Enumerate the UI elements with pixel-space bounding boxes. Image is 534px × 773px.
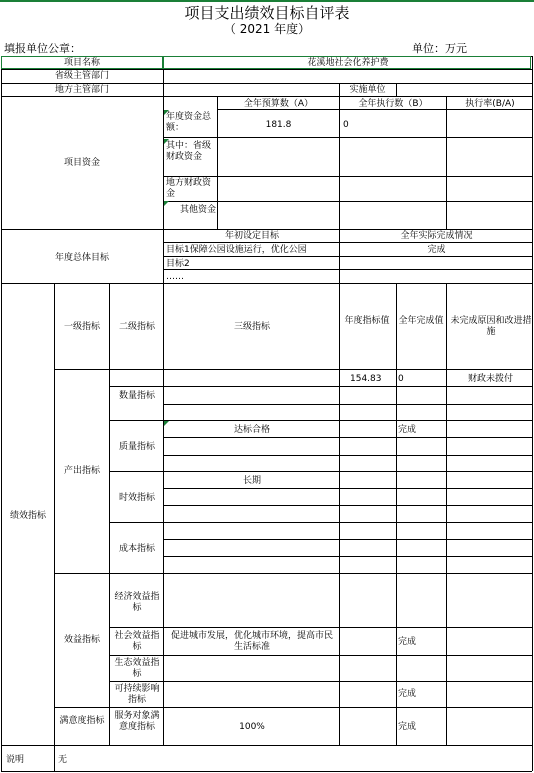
cell-marker — [164, 421, 169, 426]
grid-line — [396, 283, 397, 745]
col-level2: 二级指标 — [118, 322, 155, 332]
grid-line — [163, 455, 532, 456]
cell-marker — [164, 110, 169, 115]
grid-line — [163, 269, 532, 270]
total-executed-value: 0 — [343, 120, 349, 130]
quality-l3: 达标合格 — [233, 425, 270, 435]
grid-line — [54, 369, 532, 370]
perf-label: 绩效指标 — [9, 511, 46, 521]
grid-line — [163, 137, 532, 138]
grid-line — [1, 69, 532, 70]
service-label: 服务对象满意度指标 — [114, 711, 160, 732]
project-name-value: 花溪地社会化养护费 — [307, 58, 389, 68]
grid-line — [163, 256, 532, 257]
grid-line — [54, 745, 55, 771]
form-year: （ 2021 年度） — [223, 22, 311, 36]
province-dept-label: 省级主管部门 — [54, 71, 109, 81]
cell-marker — [164, 201, 169, 206]
service-done: 完成 — [398, 722, 417, 732]
total-funds-label: 年度资金总额： — [166, 112, 212, 133]
timeliness-l3: 长期 — [242, 476, 261, 486]
grid-line — [109, 627, 532, 628]
grid-line — [1, 283, 532, 284]
quantity-target: 154.83 — [350, 374, 382, 384]
funds-label: 项目资金 — [63, 158, 100, 168]
grid-line — [217, 96, 218, 229]
grid-line — [446, 283, 447, 745]
grid-line — [54, 707, 532, 708]
social-l3: 促进城市发展，优化城市环境，提高市民生活标准 — [170, 631, 333, 652]
sustain-label: 可持续影响指标 — [114, 684, 160, 705]
service-l3: 100% — [239, 722, 265, 732]
grid-line — [163, 56, 164, 283]
other-funds-label: 其他资金 — [179, 205, 216, 215]
cost-label: 成本指标 — [118, 544, 155, 554]
grid-line — [163, 505, 532, 506]
grid-line — [1, 771, 532, 772]
cell-marker — [164, 139, 169, 144]
grid-line — [163, 539, 532, 540]
grid-line — [532, 56, 533, 771]
satisfaction-label: 满意度指标 — [59, 716, 105, 726]
grid-line — [446, 96, 447, 229]
grid-line — [163, 242, 532, 243]
grid-line — [109, 655, 532, 656]
col-budget: 全年预算数（A） — [243, 99, 314, 109]
col-rate: 执行率(B/A) — [465, 99, 515, 109]
col-done: 全年完成值 — [398, 316, 444, 326]
form-title: 项目支出绩效目标自评表 — [184, 4, 350, 22]
eco-label: 生态效益指标 — [114, 658, 160, 679]
grid-line — [1, 96, 532, 97]
grid-line — [163, 437, 532, 438]
grid-line — [54, 283, 55, 745]
grid-line — [163, 201, 532, 202]
economic-label: 经济效益指标 — [114, 592, 160, 613]
grid-line — [339, 96, 340, 229]
reporting-unit-label: 填报单位公章： — [4, 42, 81, 55]
grid-line — [163, 176, 532, 177]
project-name-label: 项目名称 — [63, 58, 100, 68]
col-reason: 未完成原因和改进措施 — [450, 316, 532, 337]
grid-line — [109, 283, 110, 745]
social-done: 完成 — [398, 637, 417, 647]
grid-line — [163, 488, 532, 489]
total-budget-value: 181.8 — [265, 120, 292, 130]
quality-done: 完成 — [398, 425, 417, 435]
province-funds-label: 其中：省级财政资金 — [166, 141, 212, 162]
social-label: 社会效益指标 — [114, 631, 160, 652]
local-dept-label: 地方主管部门 — [54, 85, 109, 95]
grid-line — [1, 745, 532, 746]
output-label: 产出指标 — [63, 466, 100, 476]
col-actual-result: 全年实际完成情况 — [400, 231, 473, 241]
goal-ellipsis: …… — [166, 272, 184, 282]
note-value: 无 — [58, 755, 68, 765]
grid-line — [109, 386, 532, 387]
goal2-text: 目标2 — [166, 259, 190, 269]
quality-label: 质量指标 — [118, 442, 155, 452]
grid-line — [1, 83, 532, 84]
timeliness-label: 时效指标 — [118, 493, 155, 503]
grid-line — [163, 556, 532, 557]
quantity-reason: 财政未拨付 — [467, 374, 513, 384]
grid-line — [109, 681, 532, 682]
note-label: 说明 — [6, 755, 25, 765]
grid-line — [109, 522, 532, 523]
grid-line — [339, 283, 340, 745]
grid-line — [163, 283, 164, 745]
quantity-label: 数量指标 — [118, 391, 155, 401]
quantity-done: 0 — [398, 374, 404, 384]
local-funds-label: 地方财政资金 — [166, 178, 212, 199]
selection-top-border — [0, 0, 534, 2]
col-level1: 一级指标 — [63, 322, 100, 332]
goal1-text: 目标1保障公园设施运行，优化公园 — [166, 245, 307, 255]
grid-line — [163, 404, 532, 405]
grid-line — [1, 229, 532, 230]
impl-unit-label: 实施单位 — [349, 85, 386, 95]
effect-label: 效益指标 — [63, 635, 100, 645]
col-target: 年度指标值 — [344, 316, 390, 326]
col-level3: 三级指标 — [233, 322, 270, 332]
grid-line — [396, 83, 397, 96]
money-unit-label: 单位：万元 — [412, 42, 467, 55]
col-executed: 全年执行数（B） — [358, 99, 428, 109]
grid-line — [54, 573, 532, 574]
col-initial-goal: 年初设定目标 — [224, 231, 279, 241]
sustain-done: 完成 — [398, 689, 417, 699]
grid-line — [109, 471, 532, 472]
grid-line — [109, 420, 532, 421]
goal1-result: 完成 — [427, 245, 446, 255]
annual-goal-label: 年度总体目标 — [54, 253, 109, 263]
